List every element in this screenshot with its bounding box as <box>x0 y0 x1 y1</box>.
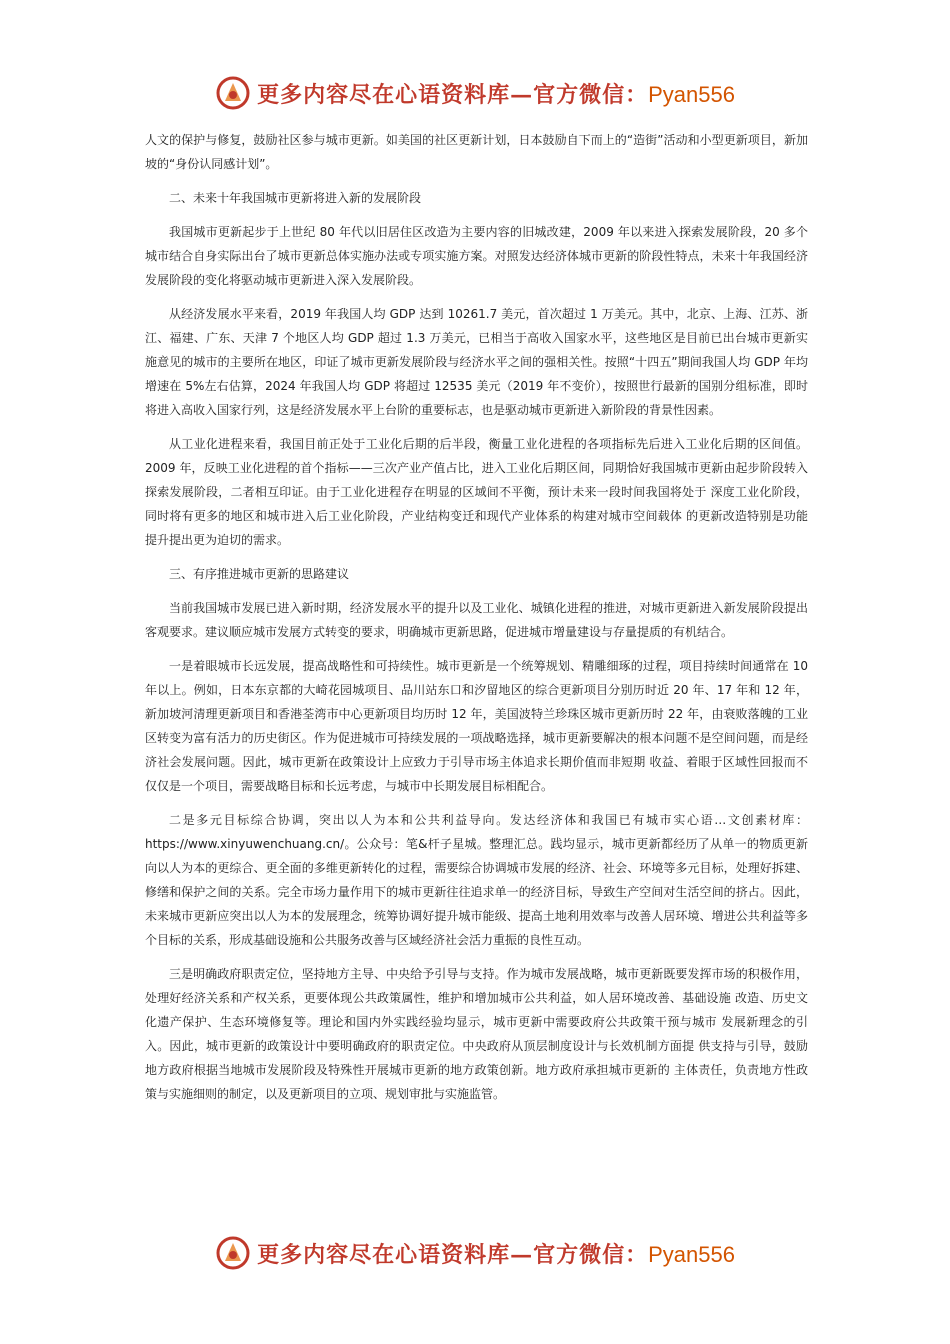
paragraph: 当前我国城市发展已进入新时期，经济发展水平的提升以及工业化、城镇化进程的推进，对城市更新进入新发展阶段提出客观要求。建议顺应城市发展方式转变的要求，明确城市更新思路，促进城市增量建设与存量提质的有机结合。 <box>145 601 808 639</box>
section-heading: 三、有序推进城市更新的思路建议 <box>169 567 350 581</box>
section-heading: 二、未来十年我国城市更新将进入新的发展阶段 <box>169 191 422 205</box>
logo-icon <box>215 1235 251 1271</box>
header-banner <box>0 68 950 118</box>
paragraph: 一是着眼城市长远发展，提高战略性和可持续性。城市更新是一个统筹规划、精雕细琢的过程，项目持续时间通常在 10 年以上。例如，日本东京都的大崎花园城项目、品川站东口和汐留地区的综合更新项目分别历时近 20 年、17 年和 12 年，新加坡河清理更新项目和香港荃湾市中心更新项目均历时 12 年，美国波特兰珍珠区城市更新历时 22 年，由衰败落魄的工业区转变为富有活力的历史街区。作为促进城市可持续发展的一项战略选择，城市更新要解决的根本问题不是空间问题，而是经济社会发展问题。因此，城市更新在政策设计上应致力于引导市场主体追求长期价值而非短期 收益、着眼于区域性回报而不仅仅是一个项目，需要战略目标和长远考虑，与城市中长期发展目标相配合。 <box>145 659 808 793</box>
paragraph: 从工业化进程来看，我国目前正处于工业化后期的后半段，衡量工业化进程的各项指标先后进入工业化后期的区间值。2009 年，反映工业化进程的首个指标——三次产业产值占比，进入工业化后期区间，同期恰好我国城市更新由起步阶段转入探索发展阶段，二者相互印证。由于工业化进程存在明显的区域间不平衡，预计未来一段时间我国将处于 深度工业化阶段，同时将有更多的地区和城市进入后工业化阶段，产业结构变迁和现代产业体系的构建对城市空间载体 的更新改造特别是功能提升提出更为迫切的需求。 <box>145 437 808 547</box>
paragraph: 我国城市更新起步于上世纪 80 年代以旧居住区改造为主要内容的旧城改建，2009 年以来进入探索发展阶段，20 多个城市结合自身实际出台了城市更新总体实施办法或专项实施方案。对照发达经济体城市更新的阶段性特点，未来十年我国经济发展阶段的变化将驱动城市更新进入深入发展阶段。 <box>145 225 808 287</box>
paragraph: 从经济发展水平来看，2019 年我国人均 GDP 达到 10261.7 美元，首次超过 1 万美元。其中，北京、上海、江苏、浙江、福建、广东、天津 7 个地区人均 GDP 超过 1.3 万美元，已相当于高收入国家水平，这些地区是目前已出台城市更新实施意见的城市的主要所在地区，印证了城市更新发展阶段与经济水平之间的强相关性。按照“十四五”期间我国人均 GDP 年均增速在 5%左右估算，2024 年我国人均 GDP 将超过 12535 美元（2019 年不变价），按照世行最新的国别分组标准，即时将进入高收入国家行列，这是经济发展水平上台阶的重要标志，也是驱动城市更新进入新阶段的背景性因素。 <box>145 307 808 417</box>
paragraph: 人文的保护与修复，鼓励社区参与城市更新。如美国的社区更新计划，日本鼓励自下而上的“造街”活动和小型更新项目，新加坡的“身份认同感计划”。 <box>145 133 808 171</box>
paragraph: 三是明确政府职责定位，坚持地方主导、中央给予引导与支持。作为城市发展战略，城市更新既要发挥市场的积极作用，处理好经济关系和产权关系，更要体现公共政策属性，维护和增加城市公共利益，如人居环境改善、基础设施 改造、历史文化遗产保护、生态环境修复等。理论和国内外实践经验均显示，城市更新中需要政府公共政策干预与城市 发展新理念的引入。因此，城市更新的政策设计中要明确政府的职责定位。中央政府从顶层制度设计与长效机制方面提 供支持与引导，鼓励地方政府根据当地城市发展阶段及特殊性开展城市更新的地方政策创新。地方政府承担城市更新的 主体责任，负责地方性政策与实施细则的制定，以及更新项目的立项、规划审批与实施监管。 <box>145 967 808 1101</box>
logo-icon <box>215 75 251 111</box>
paragraph: 二是多元目标综合协调，突出以人为本和公共利益导向。发达经济体和我国已有城市实心语…文创素材库：https://www.xinyuwenchuang.cn/。公众号：笔&杆子星城。整理汇总。践均显示，城市更新都经历了从单一的物质更新向以人为本的更综合、更全面的多维更新转化的过程，需要综合协调城市发展的经济、社会、环境等多元目标，处理好拆建、修缮和保护之间的关系。完全市场力量作用下的城市更新往往追求单一的经济目标，导致生产空间对生活空间的挤占。因此，未来城市更新应突出以人为本的发展理念，统筹协调好提升城市能级、提高土地利用效率与改善人居环境、增进公共利益等多个目标的关系，形成基础设施和公共服务改善与区域经济社会活力重振的良性互动。 <box>145 813 808 947</box>
banner-text: 更多内容尽在心语资料库—官方微信：Pyan556 <box>257 81 735 108</box>
document-body <box>145 128 808 1116</box>
footer-banner <box>0 1228 950 1278</box>
banner-text: 更多内容尽在心语资料库—官方微信：Pyan556 <box>257 1241 735 1268</box>
